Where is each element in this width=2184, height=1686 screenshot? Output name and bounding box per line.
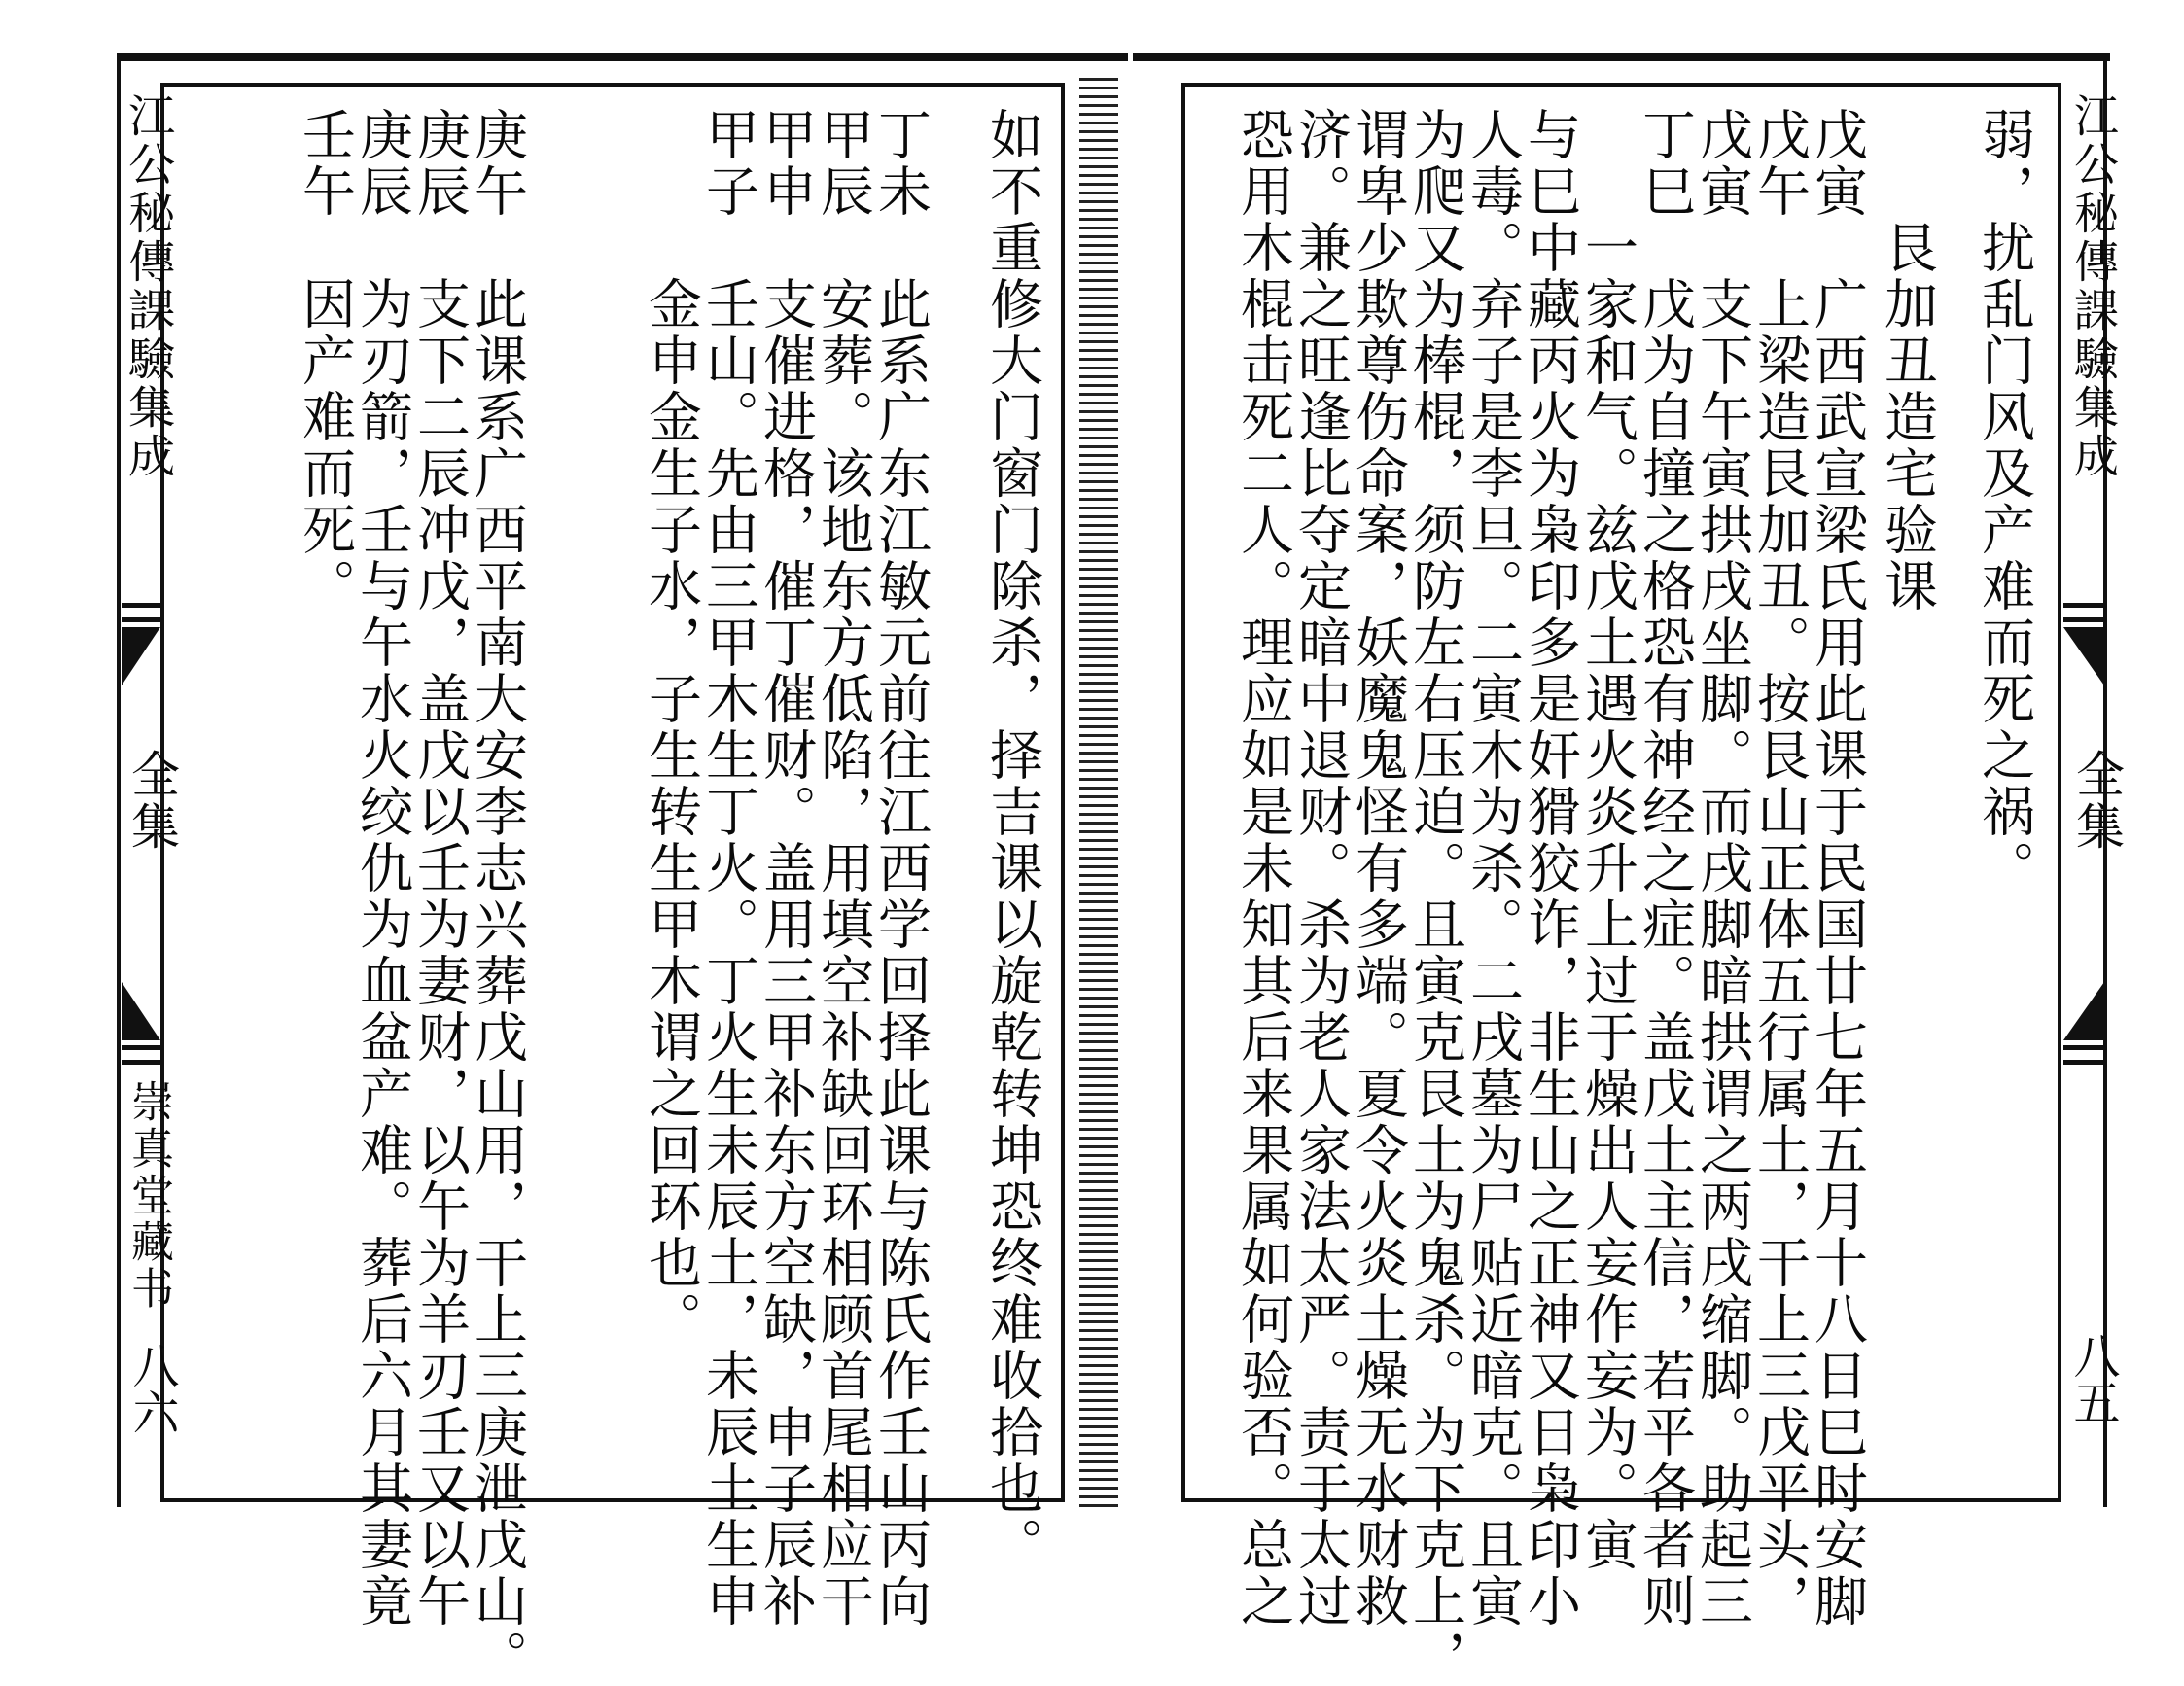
left-fish-tail-bottom [122,982,160,1040]
right-col-7: 一家和气。兹戊土遇火炎升上过于燥出人妄作妄为。寅 [1576,107,1638,1573]
right-col-6: 丁巳 戊为自撞之格恐有神经之症。盖戊土主信，若平各者则 [1634,107,1696,1630]
right-col-9: 人毒。弃子是李旦。二寅木为杀。二戌墓为尸贴近暗克。且寅 [1462,107,1524,1630]
right-fish-line-3 [2063,1045,2104,1050]
top-rule-left [117,53,1128,61]
left-side-volume: 全集 [123,749,180,854]
left-fish-tail-top [122,627,160,685]
left-col-4: 甲申 支催进格，催丁催财。盖用三甲补东方空缺，申子辰补 [755,107,817,1630]
book-gutter [1079,78,1118,1507]
right-col-11: 谓卑少欺尊伤命案，妖魔鬼怪有多端。夏令火炎土燥无水财救 [1347,107,1409,1630]
right-fish-line-4 [2063,1060,2104,1065]
left-fish-line-2 [122,617,160,622]
left-fish-line-4 [122,1060,160,1065]
left-col-2: 丁未 此系广东江敏元前往江西学回择此课与陈氏作壬山丙向 [869,107,932,1630]
right-fish-tail-bottom [2063,982,2104,1040]
right-side-title: 江公秘傳課驗集成 [2067,92,2120,481]
left-col-3: 甲辰 安葬。该地东方低陷，用填空补缺回环相顾首尾相应干 [812,107,874,1630]
right-col-3: 戊寅 广西武宣梁氏用此课于民国廿七年五月十八日巳时安脚 [1806,107,1868,1630]
left-side-publisher: 崇真堂藏书 [123,1079,173,1313]
right-fish-tail-top [2063,627,2104,685]
left-col-8: 庚辰 支下二辰冲戊，盖戊以壬为妻财，以午为羊刃壬又以午 [408,107,471,1630]
left-col-1: 如不重修大门窗门除杀，择吉课以旋乾转坤恐终难收拾也。 [981,107,1043,1573]
right-col-12: 济。兼之旺逢比夺定暗中退财。杀为老人家法太严。责于太过 [1289,107,1352,1630]
right-col-13: 恐用木棍击死二人。理应如是未知其后来果属如何验否。总之 [1232,107,1294,1630]
right-page-number: 八五 [2065,1332,2120,1425]
left-side-title: 江公秘傳課驗集成 [121,92,177,481]
left-col-5: 甲子 壬山。先由三甲木生丁火。丁火生未辰土，未辰土生申 [697,107,759,1630]
left-fish-line-1 [122,603,160,608]
right-fish-line-2 [2063,617,2104,622]
left-col-7: 庚午 此课系广西平南大安李志兴葬戊山用，干上三庚泄戊山。 [466,107,528,1686]
top-rule-right [1133,53,2110,61]
left-col-9: 庚辰 为刃箭，壬与午水火绞仇为血盆产难。葬后六月其妻竟 [351,107,413,1630]
left-col-10: 壬午 因产难而死。 [294,107,356,615]
right-side-volume: 全集 [2068,749,2125,854]
right-col-2-heading: 艮加丑造宅验课 [1876,107,1938,615]
right-col-4: 戊午 上梁造艮加丑。按艮山正体五行属土，干上三戊平头， [1748,107,1811,1630]
right-col-5: 戊寅 支下午寅拱戌坐脚。而戌脚暗拱谓之两戌缩脚。助起三 [1691,107,1753,1630]
right-col-1: 弱，扰乱门风及产难而死之祸。 [1973,107,2035,896]
right-col-8: 与巳中藏丙火为枭印多是奸猾狡诈，非生山之正神又日枭印小 [1519,107,1581,1630]
right-col-10: 为爬又为棒棍，须防左右压迫。且寅克艮土为鬼杀。为下克上， [1404,107,1466,1686]
left-col-6: 金申金生子水，子生转生甲木谓之回环也。 [640,107,702,1348]
right-fish-line-1 [2063,603,2104,608]
left-fish-line-3 [122,1045,160,1050]
left-page-number: 八六 [124,1342,179,1435]
